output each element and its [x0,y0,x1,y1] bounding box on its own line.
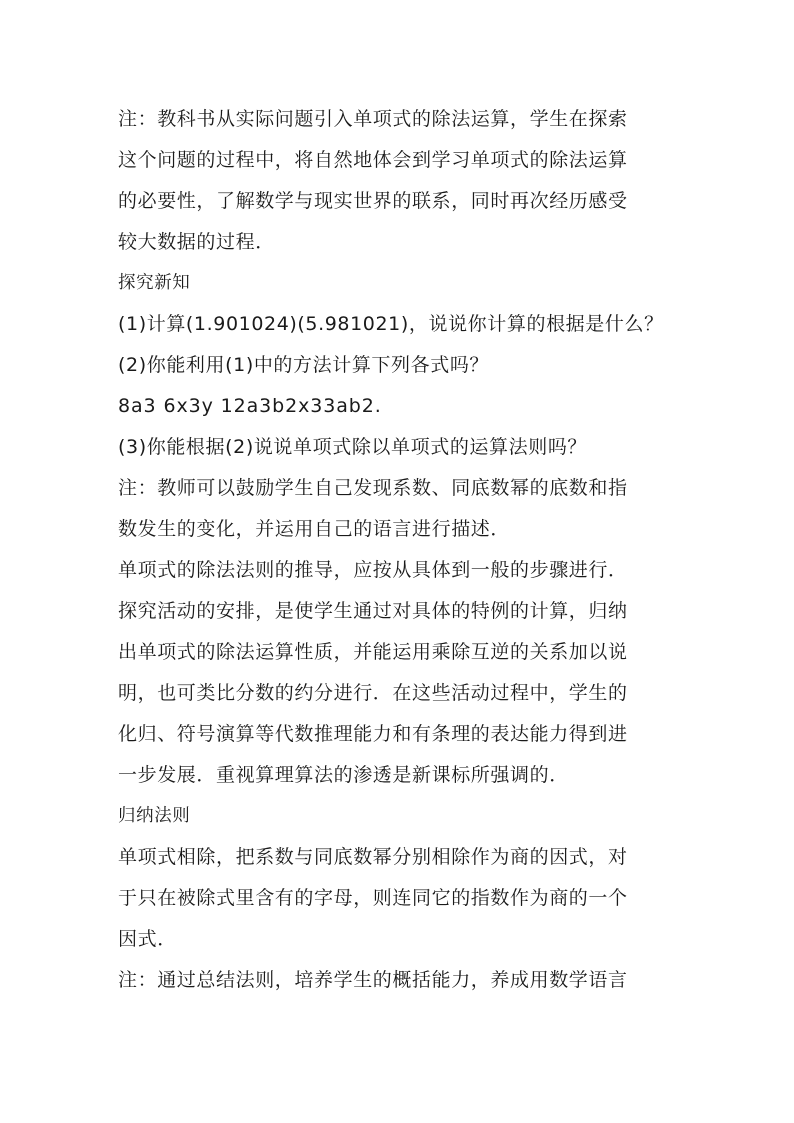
question-line: (2)你能利用(1)中的方法计算下列各式吗？ [118,354,490,376]
paragraph-line: 数发生的变化，并运用自己的语言进行描述． [118,518,511,540]
paragraph-line: 单项式相除，把系数与同底数幂分别相除作为商的因式，对 [118,846,628,868]
paragraph-line: 出单项式的除法运算性质，并能运用乘除互逆的关系加以说 [118,641,628,663]
paragraph-line: 注：教师可以鼓励学生自己发现系数、同底数幂的底数和指 [118,477,628,499]
paragraph-line: 单项式的除法法则的推导，应按从具体到一般的步骤进行． [118,559,628,581]
paragraph-line: 这个问题的过程中，将自然地体会到学习单项式的除法运算 [118,149,628,171]
paragraph-line: 明，也可类比分数的约分进行．在这些活动过程中，学生的 [118,682,628,704]
question-line: (1)计算(1.901024)(5.981021)，说说你计算的根据是什么？ [118,313,664,335]
paragraph-line: 于只在被除式里含有的字母，则连同它的指数作为商的一个 [118,887,628,909]
paragraph-line: 注：教科书从实际问题引入单项式的除法运算，学生在探索 [118,108,628,130]
paragraph-line: 一步发展．重视算理算法的渗透是新课标所强调的． [118,764,569,786]
paragraph-line: 化归、符号演算等代数推理能力和有条理的表达能力得到进 [118,723,628,745]
section-heading: 探究新知 [118,273,191,293]
expression-line: 8a3 6x3y 12a3b2x33ab2. [118,395,382,417]
question-line: (3)你能根据(2)说说单项式除以单项式的运算法则吗？ [118,436,588,458]
paragraph-line: 较大数据的过程． [118,231,275,253]
paragraph-line: 探究活动的安排，是使学生通过对具体的特例的计算，归纳 [118,600,628,622]
paragraph-line: 的必要性，了解数学与现实世界的联系，同时再次经历感受 [118,190,628,212]
document-body [118,99,678,1001]
paragraph-line: 因式． [118,928,177,950]
section-heading: 归纳法则 [118,806,191,826]
paragraph-line: 注：通过总结法则，培养学生的概括能力，养成用数学语言 [118,969,628,991]
